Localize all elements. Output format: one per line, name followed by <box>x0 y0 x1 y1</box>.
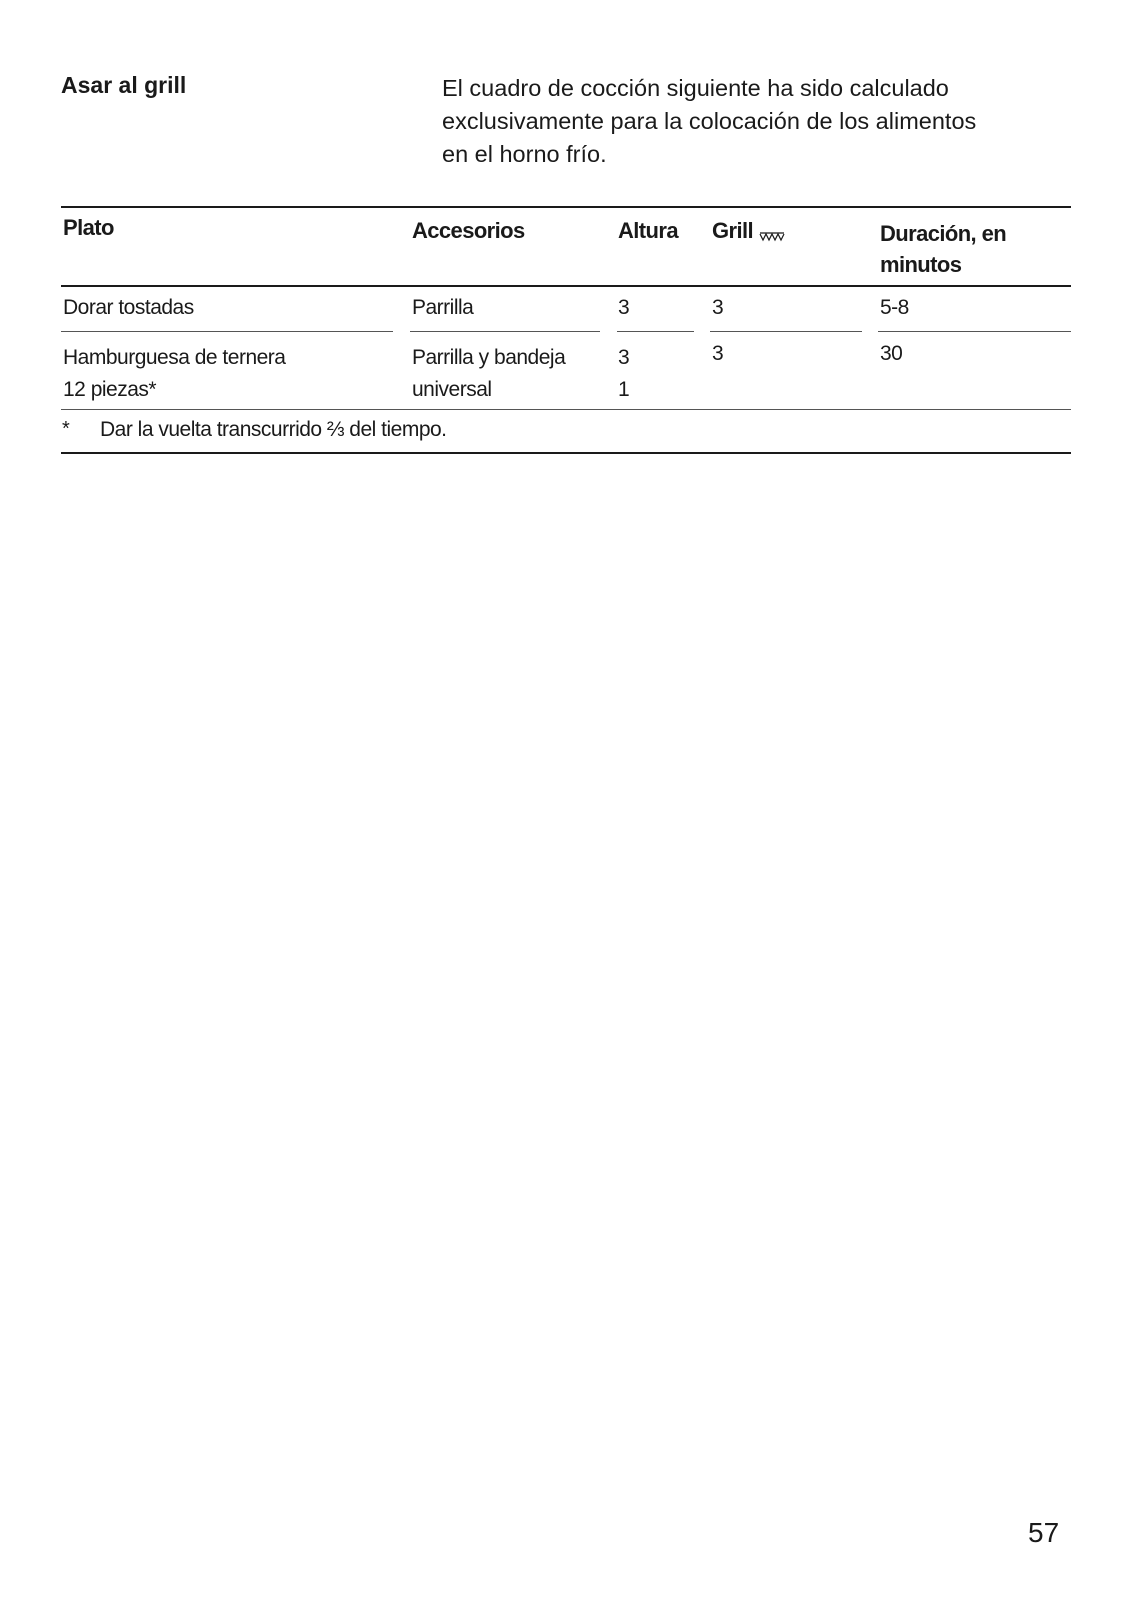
footnote: Dar la vuelta transcurrido ⅔ del tiempo. <box>100 418 447 441</box>
cell-line: universal <box>412 378 492 401</box>
grill-symbol-icon <box>759 222 785 248</box>
cell-line: Parrilla y bandeja <box>412 346 566 369</box>
cell-accesorios: Parrilla <box>412 296 474 319</box>
cell-duracion: 30 <box>880 342 903 365</box>
row-separator <box>617 331 694 332</box>
header-plato: Plato <box>63 215 114 240</box>
header-altura: Altura <box>618 218 678 243</box>
cell-line: 1 <box>618 378 630 401</box>
cell-grill: 3 <box>712 342 724 365</box>
intro-line: en el horno frío. <box>442 141 607 167</box>
row-separator <box>410 331 600 332</box>
cell-altura <box>618 342 629 406</box>
cell-altura: 3 <box>618 296 630 319</box>
intro-line: El cuadro de cocción siguiente ha sido calculado <box>442 75 949 101</box>
cell-line: 3 <box>618 346 630 369</box>
header-grill-label: Grill <box>712 218 754 243</box>
header-rule <box>61 285 1071 287</box>
header-duracion-line: Duración, en <box>880 221 1007 246</box>
table-bottom-rule <box>61 452 1071 454</box>
cell-plato: Dorar tostadas <box>63 296 194 319</box>
row-separator <box>61 331 393 332</box>
cell-line: 12 piezas* <box>63 378 157 401</box>
header-duracion-line: minutos <box>880 252 962 277</box>
intro-paragraph <box>442 72 1082 171</box>
page-number: 57 <box>1028 1517 1060 1548</box>
header-grill <box>712 218 785 248</box>
header-duracion <box>880 218 1006 280</box>
table-top-rule <box>61 206 1071 208</box>
row-separator <box>878 331 1071 332</box>
cell-duracion: 5-8 <box>880 296 909 319</box>
intro-line: exclusivamente para la colocación de los alimentos <box>442 108 977 134</box>
cell-line: Hamburguesa de ternera <box>63 346 286 369</box>
cell-grill: 3 <box>712 296 724 319</box>
cell-accesorios <box>412 342 565 406</box>
row-separator <box>710 331 862 332</box>
row-separator <box>61 409 1071 410</box>
footnote-mark: * <box>62 418 70 440</box>
section-title: Asar al grill <box>61 72 187 98</box>
header-accesorios: Accesorios <box>412 218 525 243</box>
cell-plato <box>63 342 285 406</box>
